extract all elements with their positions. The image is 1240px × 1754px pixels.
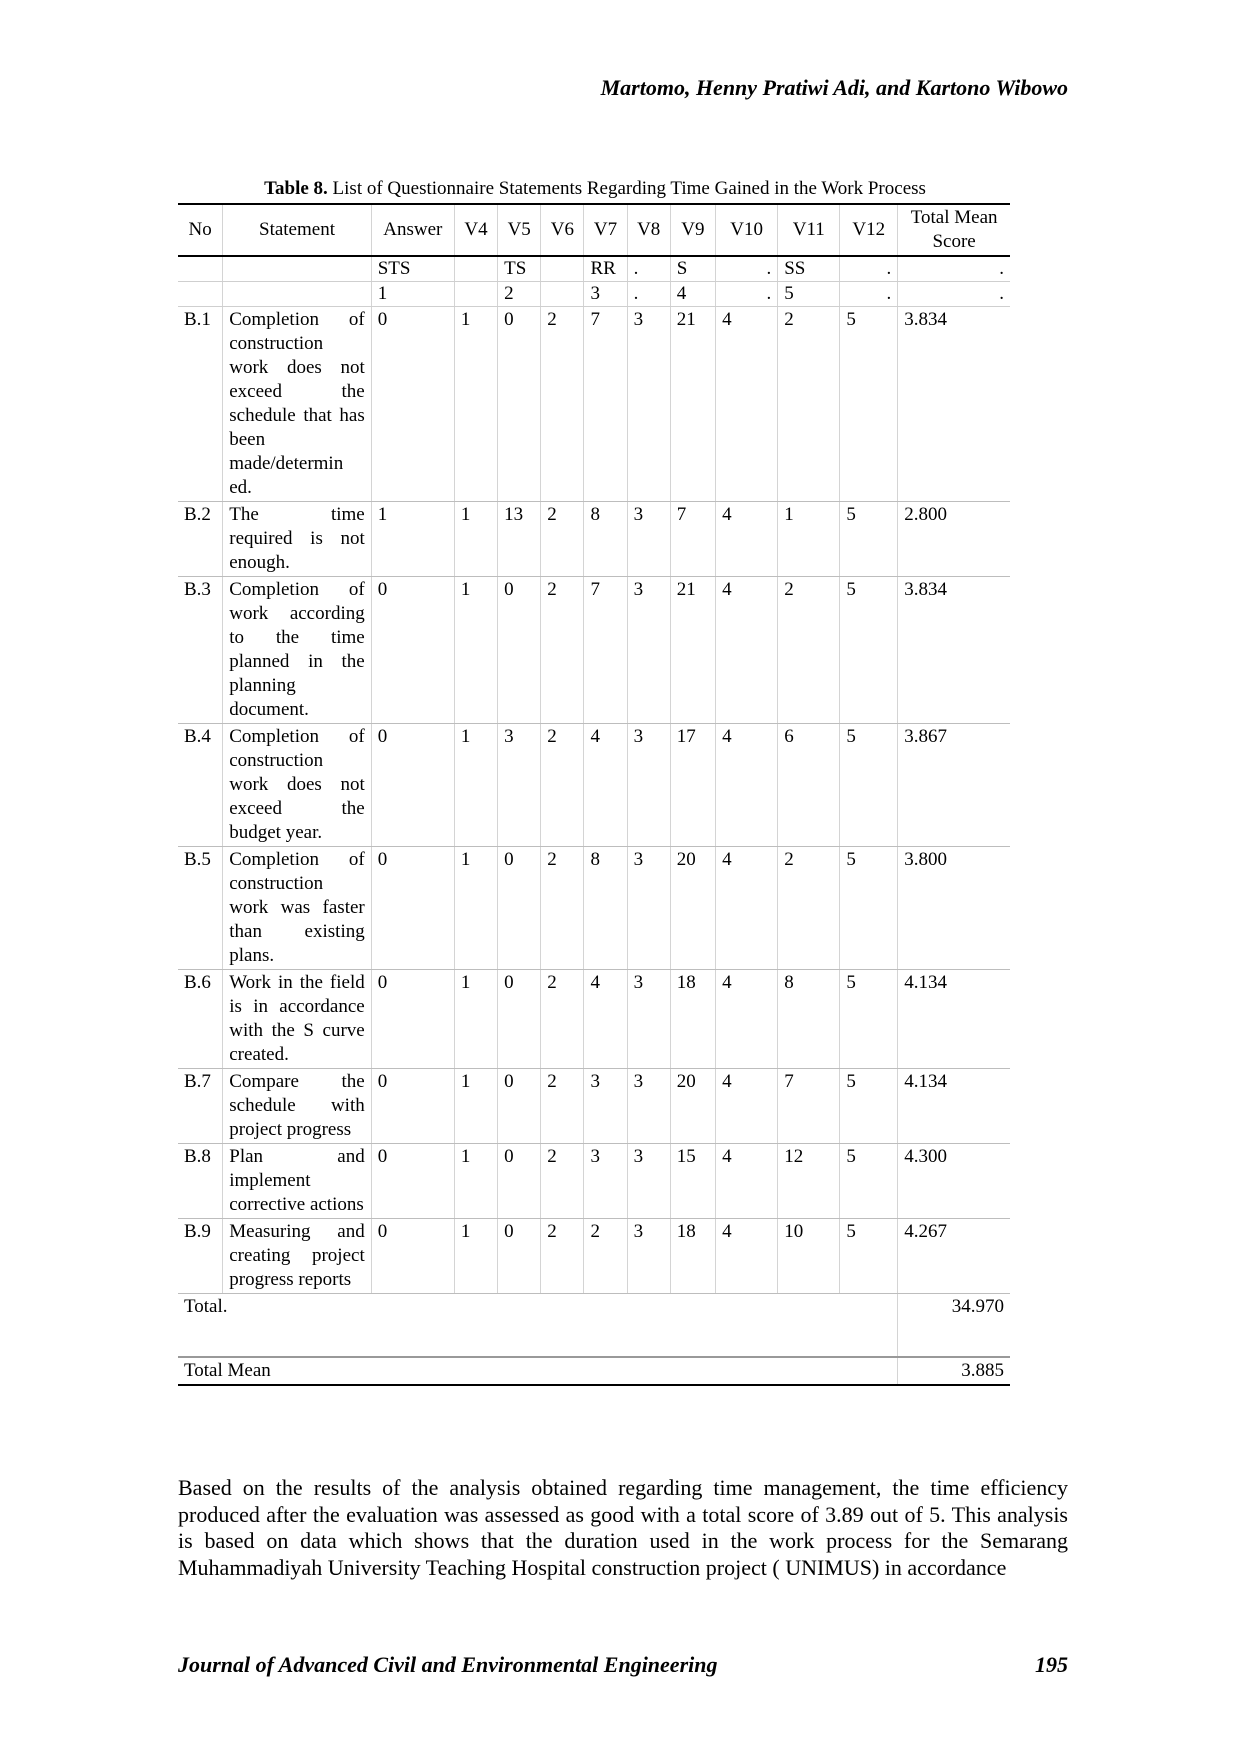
row-value-cell: 3 <box>627 970 670 1069</box>
total-value: 34.970 <box>898 1294 1010 1358</box>
row-value-cell: 10 <box>778 1219 840 1294</box>
total-mean-row <box>178 1357 1010 1385</box>
data-rows <box>178 307 1010 1294</box>
row-value-cell: 3 <box>627 577 670 724</box>
row-value-cell: 20 <box>670 847 715 970</box>
row-value-cell: 2 <box>584 1219 627 1294</box>
row-number: B.5 <box>178 847 223 970</box>
running-header-authors: Martomo, Henny Pratiwi Adi, and Kartono Wibowo <box>600 75 1068 100</box>
row-value-cell: 5 <box>840 724 898 847</box>
answer-label-row <box>178 256 1010 282</box>
row-value-cell: 4 <box>716 1144 778 1219</box>
row-value-cell: 0 <box>371 1219 454 1294</box>
row-value-cell: 3 <box>627 502 670 577</box>
table-caption-label: Table 8. <box>264 178 328 199</box>
row-value-cell: 21 <box>670 577 715 724</box>
row-number: B.2 <box>178 502 223 577</box>
row-value-cell: 3.867 <box>898 724 1010 847</box>
row-value-cell: 4 <box>716 307 778 502</box>
row-statement: The time required is not enough. <box>223 502 371 577</box>
col-header-v8: V8 <box>627 204 670 256</box>
row-value-cell: 3 <box>627 724 670 847</box>
row-value-cell: 4 <box>716 724 778 847</box>
row-value-cell: 2 <box>778 847 840 970</box>
row-statement: Completion of construction work does not exceed the budget year. <box>223 724 371 847</box>
answer-label-cell <box>178 256 223 282</box>
row-value-cell: 2.800 <box>898 502 1010 577</box>
body-paragraph: Based on the results of the analysis obtained regarding time management, the time efficiency produced after the evaluation was assessed as good with a total score of 3.89 out of 5. This analysis is based on data which shows that the duration used in the work process for the Semarang Muhammadiyah University Teaching Hospital construction project ( UNIMUS) in accordance <box>178 1475 1068 1580</box>
row-value-cell: 3.834 <box>898 577 1010 724</box>
col-header-v12: V12 <box>840 204 898 256</box>
row-value-cell: 2 <box>541 1144 584 1219</box>
row-value-cell: 1 <box>454 577 497 724</box>
answer-value-cell: 3 <box>584 282 627 307</box>
row-statement: Completion of construction work was faster than existing plans. <box>223 847 371 970</box>
row-value-cell: 6 <box>778 724 840 847</box>
table-row <box>178 502 1010 577</box>
row-value-cell: 2 <box>541 847 584 970</box>
row-value-cell: 4.134 <box>898 970 1010 1069</box>
row-value-cell: 3 <box>627 1219 670 1294</box>
footer-journal-name: Journal of Advanced Civil and Environmental Engineering <box>178 1652 718 1677</box>
table-row <box>178 307 1010 502</box>
answer-label-cell: TS <box>498 256 541 282</box>
answer-label-cell: STS <box>371 256 454 282</box>
row-value-cell: 0 <box>371 307 454 502</box>
answer-value-cell <box>223 282 371 307</box>
row-value-cell: 5 <box>840 502 898 577</box>
row-value-cell: 4 <box>584 724 627 847</box>
col-header-v7: V7 <box>584 204 627 256</box>
row-value-cell: 1 <box>454 970 497 1069</box>
row-value-cell: 0 <box>498 307 541 502</box>
table-row <box>178 1069 1010 1144</box>
row-value-cell: 17 <box>670 724 715 847</box>
answer-label-cell <box>454 256 497 282</box>
row-statement: Completion of construction work does not exceed the schedule that has been made/determin ed. <box>223 307 371 502</box>
row-value-cell: 0 <box>498 1219 541 1294</box>
row-number: B.8 <box>178 1144 223 1219</box>
table-row <box>178 847 1010 970</box>
row-value-cell: 0 <box>498 847 541 970</box>
total-row <box>178 1294 1010 1358</box>
row-number: B.9 <box>178 1219 223 1294</box>
row-statement: Measuring and creating project progress reports <box>223 1219 371 1294</box>
row-value-cell: 3 <box>584 1069 627 1144</box>
row-value-cell: 1 <box>454 502 497 577</box>
answer-label-cell: . <box>840 256 898 282</box>
row-value-cell: 1 <box>778 502 840 577</box>
row-value-cell: 2 <box>541 724 584 847</box>
col-header-v11: V11 <box>778 204 840 256</box>
row-value-cell: 3 <box>627 307 670 502</box>
row-value-cell: 2 <box>541 970 584 1069</box>
row-value-cell: 18 <box>670 970 715 1069</box>
row-value-cell: 4 <box>716 1069 778 1144</box>
row-number: B.1 <box>178 307 223 502</box>
row-value-cell: 3 <box>584 1144 627 1219</box>
answer-value-cell <box>454 282 497 307</box>
row-value-cell: 5 <box>840 577 898 724</box>
questionnaire-table <box>178 203 1010 1386</box>
row-value-cell: 3.800 <box>898 847 1010 970</box>
answer-value-cell: . <box>840 282 898 307</box>
row-value-cell: 7 <box>584 307 627 502</box>
answer-label-cell: . <box>898 256 1010 282</box>
table-caption-text: List of Questionnaire Statements Regarding Time Gained in the Work Process <box>327 178 926 199</box>
row-value-cell: 0 <box>498 970 541 1069</box>
total-label: Total. <box>178 1294 898 1358</box>
row-value-cell: 5 <box>840 307 898 502</box>
answer-label-cell: S <box>670 256 715 282</box>
answer-value-cell <box>541 282 584 307</box>
table-row <box>178 577 1010 724</box>
row-value-cell: 7 <box>670 502 715 577</box>
row-value-cell: 0 <box>498 1144 541 1219</box>
answer-value-cell: 5 <box>778 282 840 307</box>
row-value-cell: 2 <box>541 1069 584 1144</box>
row-value-cell: 0 <box>498 577 541 724</box>
row-value-cell: 15 <box>670 1144 715 1219</box>
row-value-cell: 7 <box>778 1069 840 1144</box>
row-value-cell: 1 <box>454 1144 497 1219</box>
row-value-cell: 3 <box>627 1144 670 1219</box>
row-value-cell: 0 <box>371 1069 454 1144</box>
total-mean-label: Total Mean <box>178 1357 898 1385</box>
col-header-statement: Statement <box>223 204 371 256</box>
row-value-cell: 4 <box>716 970 778 1069</box>
answer-value-cell: . <box>627 282 670 307</box>
row-number: B.6 <box>178 970 223 1069</box>
row-value-cell: 13 <box>498 502 541 577</box>
row-value-cell: 0 <box>371 724 454 847</box>
row-value-cell: 4 <box>716 847 778 970</box>
row-statement: Work in the field is in accordance with the S curve created. <box>223 970 371 1069</box>
row-value-cell: 5 <box>840 970 898 1069</box>
row-value-cell: 2 <box>541 502 584 577</box>
row-value-cell: 5 <box>840 1219 898 1294</box>
col-header-v6: V6 <box>541 204 584 256</box>
row-statement: Completion of work according to the time planned in the planning document. <box>223 577 371 724</box>
row-value-cell: 5 <box>840 1069 898 1144</box>
row-value-cell: 4.267 <box>898 1219 1010 1294</box>
row-value-cell: 8 <box>584 847 627 970</box>
row-statement: Compare the schedule with project progress <box>223 1069 371 1144</box>
answer-label-cell <box>223 256 371 282</box>
row-value-cell: 2 <box>541 307 584 502</box>
row-value-cell: 0 <box>498 1069 541 1144</box>
answer-label-cell: . <box>716 256 778 282</box>
answer-value-cell: 1 <box>371 282 454 307</box>
row-value-cell: 2 <box>541 577 584 724</box>
table-caption <box>180 178 1010 200</box>
row-number: B.3 <box>178 577 223 724</box>
row-value-cell: 3 <box>627 847 670 970</box>
row-value-cell: 3 <box>498 724 541 847</box>
col-header-v9: V9 <box>670 204 715 256</box>
row-value-cell: 18 <box>670 1219 715 1294</box>
row-value-cell: 4 <box>716 1219 778 1294</box>
answer-label-cell: RR <box>584 256 627 282</box>
col-header-v4: V4 <box>454 204 497 256</box>
row-statement: Plan and implement corrective actions <box>223 1144 371 1219</box>
answer-value-row <box>178 282 1010 307</box>
row-value-cell: 3 <box>627 1069 670 1144</box>
row-value-cell: 8 <box>778 970 840 1069</box>
answer-value-cell: 2 <box>498 282 541 307</box>
row-value-cell: 0 <box>371 577 454 724</box>
col-header-total-mean-score: Total Mean Score <box>898 204 1010 256</box>
row-value-cell: 0 <box>371 1144 454 1219</box>
row-value-cell: 4.134 <box>898 1069 1010 1144</box>
row-value-cell: 2 <box>541 1219 584 1294</box>
row-value-cell: 1 <box>454 1069 497 1144</box>
row-value-cell: 1 <box>454 307 497 502</box>
answer-value-cell: 4 <box>670 282 715 307</box>
row-value-cell: 0 <box>371 847 454 970</box>
answer-value-cell: . <box>898 282 1010 307</box>
answer-label-cell: . <box>627 256 670 282</box>
row-number: B.7 <box>178 1069 223 1144</box>
table-header-row <box>178 204 1010 256</box>
row-value-cell: 20 <box>670 1069 715 1144</box>
row-value-cell: 0 <box>371 970 454 1069</box>
row-value-cell: 2 <box>778 577 840 724</box>
total-mean-value: 3.885 <box>898 1357 1010 1385</box>
row-value-cell: 4 <box>716 577 778 724</box>
row-value-cell: 8 <box>584 502 627 577</box>
col-header-no: No <box>178 204 223 256</box>
col-header-answer: Answer <box>371 204 454 256</box>
row-value-cell: 21 <box>670 307 715 502</box>
answer-label-cell: SS <box>778 256 840 282</box>
row-value-cell: 1 <box>454 1219 497 1294</box>
row-value-cell: 1 <box>454 724 497 847</box>
table-row <box>178 724 1010 847</box>
row-value-cell: 5 <box>840 1144 898 1219</box>
row-value-cell: 4.300 <box>898 1144 1010 1219</box>
answer-label-cell <box>541 256 584 282</box>
row-value-cell: 12 <box>778 1144 840 1219</box>
row-value-cell: 5 <box>840 847 898 970</box>
table-row <box>178 1144 1010 1219</box>
row-value-cell: 3.834 <box>898 307 1010 502</box>
row-value-cell: 2 <box>778 307 840 502</box>
table-row <box>178 1219 1010 1294</box>
row-value-cell: 1 <box>371 502 454 577</box>
answer-value-cell: . <box>716 282 778 307</box>
col-header-v10: V10 <box>716 204 778 256</box>
row-value-cell: 7 <box>584 577 627 724</box>
row-value-cell: 4 <box>584 970 627 1069</box>
footer-page-number: 195 <box>1035 1652 1068 1677</box>
row-value-cell: 1 <box>454 847 497 970</box>
answer-value-cell <box>178 282 223 307</box>
table-row <box>178 970 1010 1069</box>
col-header-v5: V5 <box>498 204 541 256</box>
row-number: B.4 <box>178 724 223 847</box>
row-value-cell: 4 <box>716 502 778 577</box>
